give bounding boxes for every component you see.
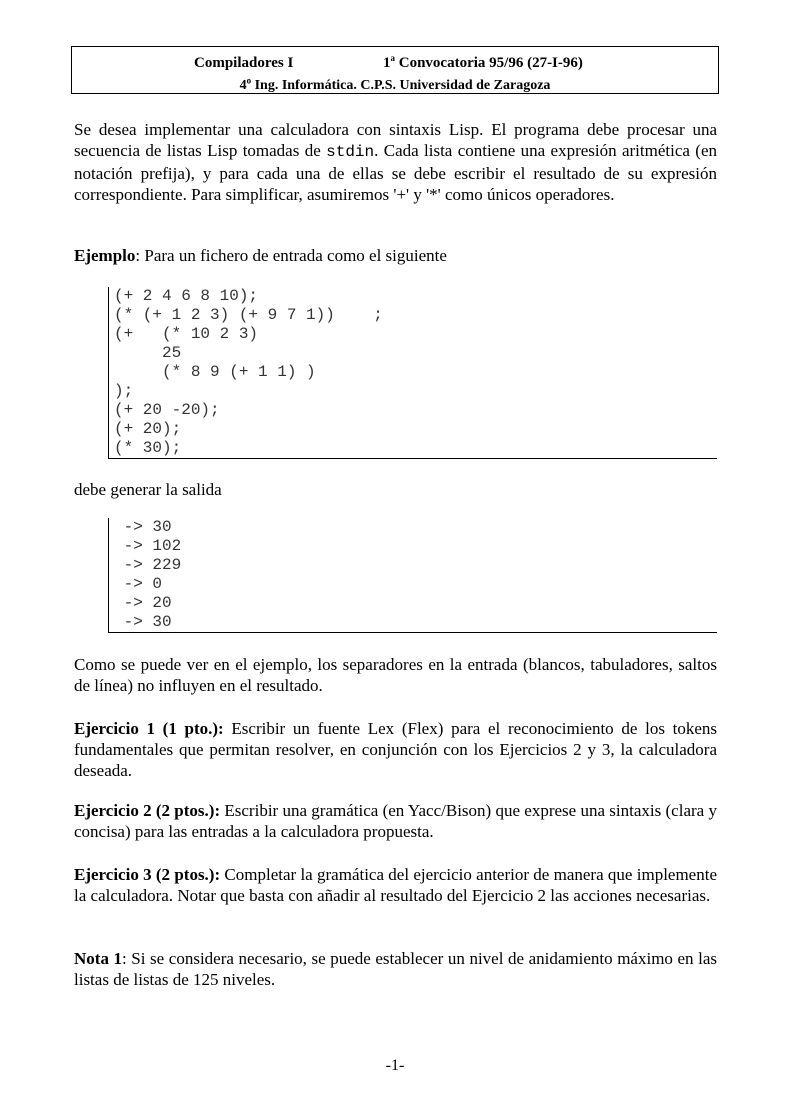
output-code-line: -> 30 bbox=[114, 613, 172, 631]
exam-convocatoria bbox=[383, 55, 583, 72]
note-1-text: : Si se considera necesario, se puede establecer un nivel de anidamiento máximo en las listas de listas de 125 niveles. bbox=[74, 949, 717, 989]
input-code-line: (* 8 9 (+ 1 1) ) bbox=[114, 363, 316, 381]
example-label: Ejemplo bbox=[74, 246, 136, 265]
example-paragraph bbox=[74, 245, 717, 266]
input-code-line: (+ 20 -20); bbox=[114, 401, 220, 419]
convocatoria-text: Convocatoria 95/96 (27-I-96) bbox=[395, 55, 583, 71]
input-code-line: (* (+ 1 2 3) (+ 9 7 1)) ; bbox=[114, 306, 383, 324]
output-code-block bbox=[108, 518, 717, 633]
exercise-3 bbox=[74, 864, 717, 906]
course-year-superscript: o bbox=[246, 75, 252, 86]
course-title: Compiladores I bbox=[194, 55, 294, 71]
note-1 bbox=[74, 948, 717, 990]
exercise-3-label: Ejercicio 3 (2 ptos.): bbox=[74, 865, 221, 884]
intro-text-a: Se desea implementar una calculadora con sintaxis Lisp. El programa debe procesar una secuencia de listas Lisp tomadas de bbox=[74, 120, 717, 160]
output-code-line: -> 229 bbox=[114, 556, 182, 574]
exercise-3-text: Completar la gramática del ejercicio anterior de manera que implemente la calculadora. Notar que basta con añadir al resultado del Ejercicio 2 las acciones necesarias. bbox=[74, 865, 717, 905]
example-text: : Para un fichero de entrada como el siguiente bbox=[135, 246, 447, 265]
output-code-line: -> 0 bbox=[114, 575, 163, 593]
intro-text-b: . Cada lista contiene una expresión aritmética (en notación prefija), y para cada una de ellas se debe escribir el resultado de su expresión correspondiente. Para simplificar, asumiremos '+' y '*' como únicos operadores. bbox=[74, 141, 717, 204]
intro-paragraph bbox=[74, 119, 717, 205]
stdin-code: stdin bbox=[326, 143, 375, 161]
exercise-1 bbox=[74, 718, 717, 781]
exercise-2 bbox=[74, 800, 717, 842]
output-intro: debe generar la salida bbox=[74, 480, 222, 499]
exercise-1-text: Escribir un fuente Lex (Flex) para el reconocimiento de los tokens fundamentales que permitan resolver, en conjunción con los Ejercicios 2 y 3, la calculadora deseada. bbox=[74, 719, 717, 780]
input-code-line: 25 bbox=[114, 344, 182, 362]
page-number: -1- bbox=[385, 1057, 405, 1074]
note-1-label: Nota 1 bbox=[74, 949, 123, 968]
exam-header bbox=[71, 46, 719, 94]
course-year-number: 4 bbox=[239, 78, 247, 93]
convocatoria-number: 1 bbox=[383, 55, 391, 71]
convocatoria-superscript: a bbox=[390, 53, 395, 63]
institution-text: Ing. Informática. C.P.S. Universidad de Zaragoza bbox=[251, 78, 551, 93]
input-code-line: (+ (* 10 2 3) bbox=[114, 325, 259, 343]
exercise-2-text: Escribir una gramática (en Yacc/Bison) que exprese una sintaxis (clara y concisa) para las entradas a la calculadora propuesta. bbox=[74, 801, 717, 841]
separators-paragraph: Como se puede ver en el ejemplo, los separadores en la entrada (blancos, tabuladores, saltos de línea) no influyen en el resultado. bbox=[74, 655, 717, 695]
output-code-line: -> 30 bbox=[114, 518, 172, 536]
input-code-line: (+ 2 4 6 8 10); bbox=[114, 287, 259, 305]
exercise-2-label: Ejercicio 2 (2 ptos.): bbox=[74, 801, 221, 820]
input-code-block bbox=[108, 287, 717, 459]
input-code-line: ); bbox=[114, 382, 134, 400]
institution-line bbox=[72, 75, 718, 94]
output-code-line: -> 102 bbox=[114, 537, 182, 555]
input-code-line: (* 30); bbox=[114, 439, 182, 457]
input-code-line: (+ 20); bbox=[114, 420, 182, 438]
exercise-1-label: Ejercicio 1 (1 pto.): bbox=[74, 719, 224, 738]
output-code-line: -> 20 bbox=[114, 594, 172, 612]
